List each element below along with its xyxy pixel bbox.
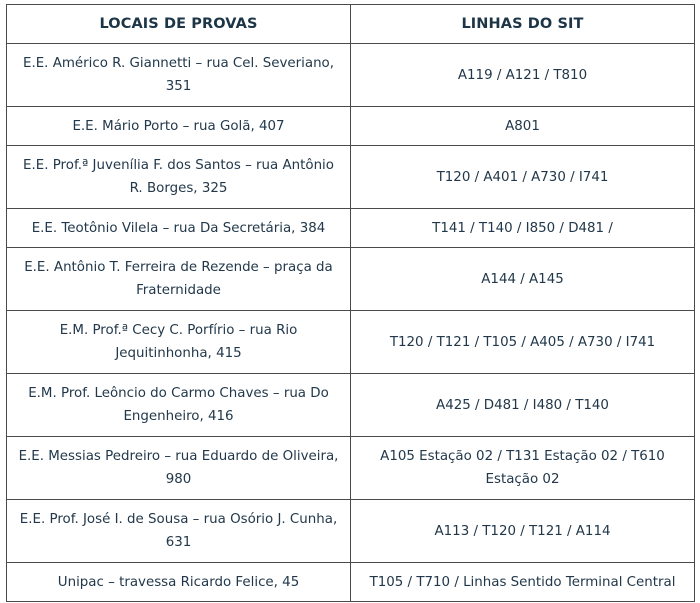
- cell-linhas: T141 / T140 / I850 / D481 /: [351, 209, 695, 248]
- cell-linhas: A144 / A145: [351, 248, 695, 311]
- header-linhas-do-sit: LINHAS DO SIT: [351, 5, 695, 44]
- header-row: [7, 5, 695, 44]
- cell-local: E.E. Messias Pedreiro – rua Eduardo de Oliveira, 980: [7, 437, 351, 500]
- table-row: [7, 374, 695, 437]
- table-row: [7, 437, 695, 500]
- table-row: [7, 311, 695, 374]
- cell-linhas: A119 / A121 / T810: [351, 44, 695, 107]
- cell-local: Unipac – travessa Ricardo Felice, 45: [7, 563, 351, 602]
- table-row: [7, 500, 695, 563]
- table-row: [7, 107, 695, 146]
- cell-linhas: T105 / T710 / Linhas Sentido Terminal Central: [351, 563, 695, 602]
- cell-linhas: A801: [351, 107, 695, 146]
- table-row: [7, 146, 695, 209]
- table-row: [7, 44, 695, 107]
- table-row: [7, 248, 695, 311]
- cell-linhas: A425 / D481 / I480 / T140: [351, 374, 695, 437]
- cell-local: E.E. Prof.ª Juvenília F. dos Santos – rua Antônio R. Borges, 325: [7, 146, 351, 209]
- exam-locations-table: [6, 4, 695, 602]
- cell-local: E.E. Antônio T. Ferreira de Rezende – praça da Fraternidade: [7, 248, 351, 311]
- header-locais-de-provas: LOCAIS DE PROVAS: [7, 5, 351, 44]
- cell-linhas: A105 Estação 02 / T131 Estação 02 / T610 Estação 02: [351, 437, 695, 500]
- cell-local: E.E. Américo R. Giannetti – rua Cel. Severiano, 351: [7, 44, 351, 107]
- cell-linhas: T120 / A401 / A730 / I741: [351, 146, 695, 209]
- cell-local: E.E. Teotônio Vilela – rua Da Secretária, 384: [7, 209, 351, 248]
- cell-local: E.E. Mário Porto – rua Golã, 407: [7, 107, 351, 146]
- cell-linhas: T120 / T121 / T105 / A405 / A730 / I741: [351, 311, 695, 374]
- cell-local: E.M. Prof. Leôncio do Carmo Chaves – rua Do Engenheiro, 416: [7, 374, 351, 437]
- table-header: [7, 5, 695, 44]
- cell-linhas: A113 / T120 / T121 / A114: [351, 500, 695, 563]
- cell-local: E.E. Prof. José I. de Sousa – rua Osório J. Cunha, 631: [7, 500, 351, 563]
- table-body: [7, 44, 695, 602]
- table-row: [7, 563, 695, 602]
- cell-local: E.M. Prof.ª Cecy C. Porfírio – rua Rio Jequitinhonha, 415: [7, 311, 351, 374]
- table-row: [7, 209, 695, 248]
